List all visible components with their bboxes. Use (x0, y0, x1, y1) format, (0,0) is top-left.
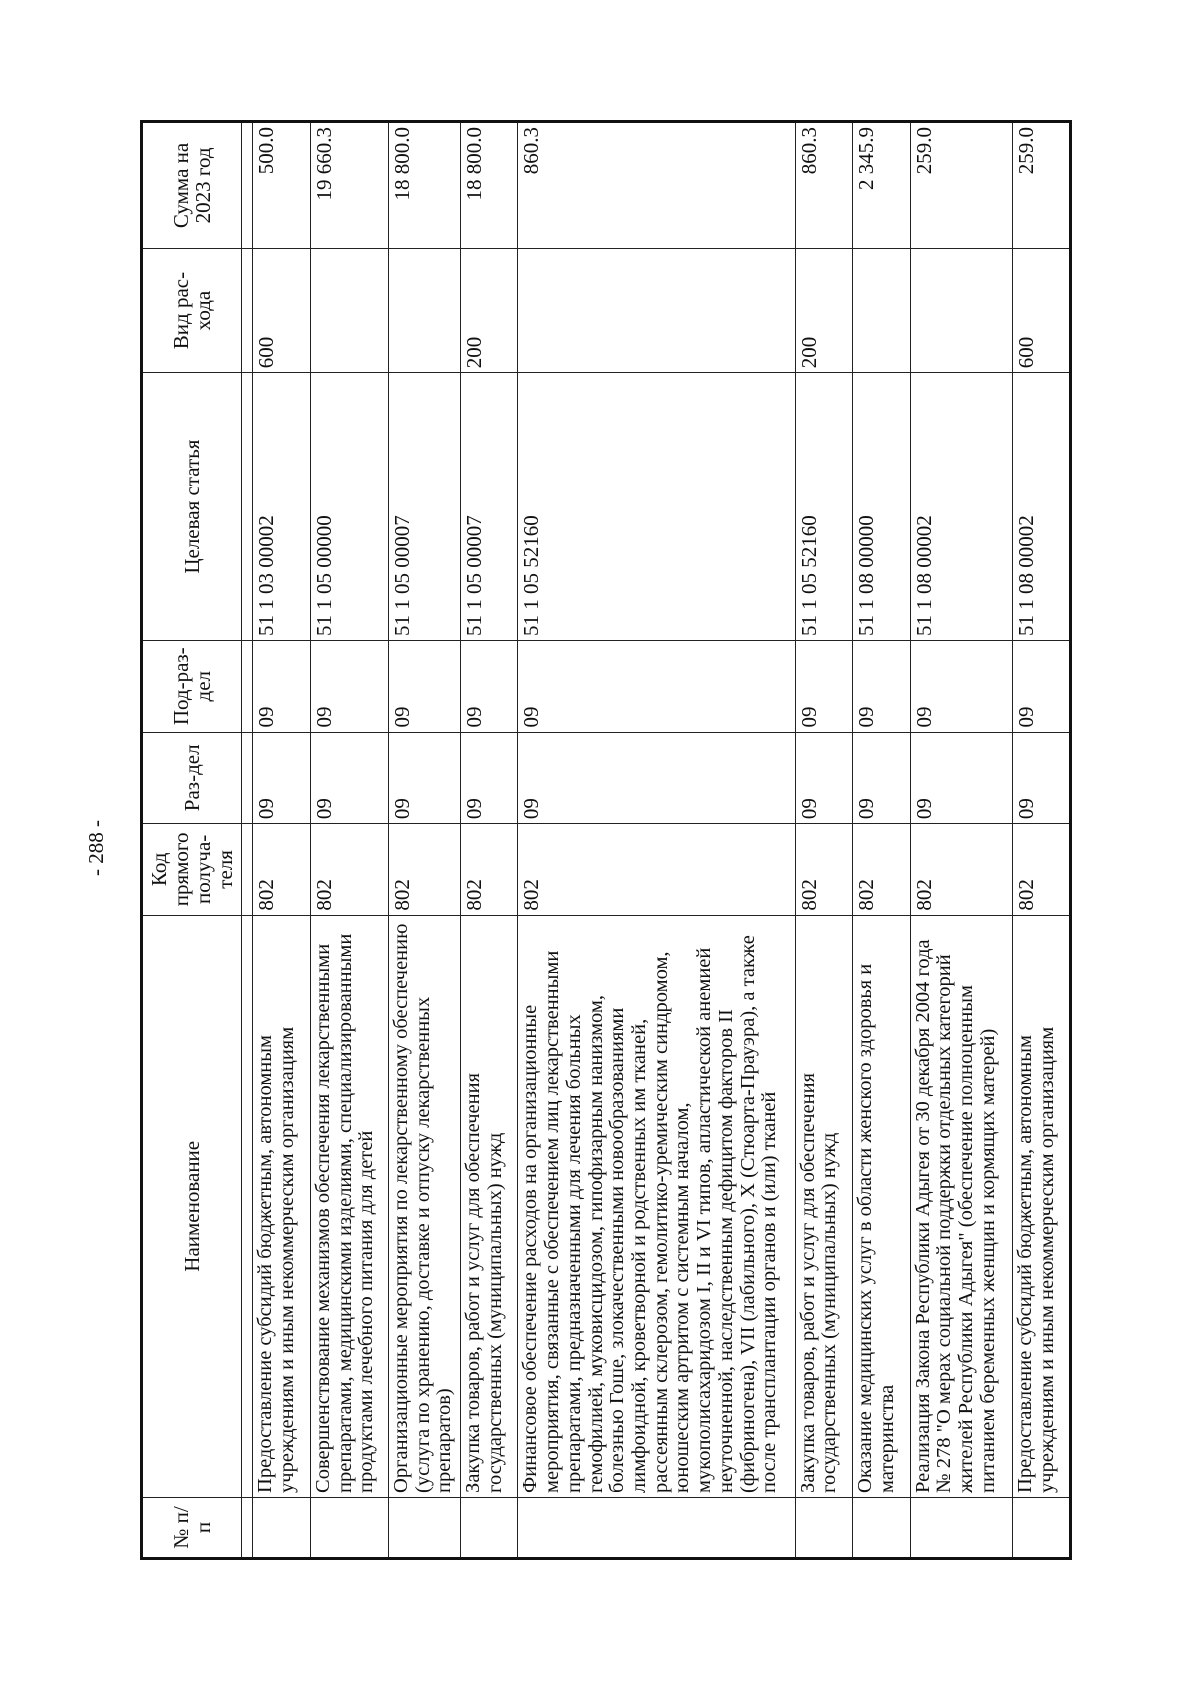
header-subsection: Под-раз-дел (142, 640, 242, 732)
cell-expense (910, 248, 1013, 372)
cell-target: 51 1 08 00002 (1013, 373, 1071, 641)
cell-target: 51 1 03 00002 (253, 373, 311, 641)
cell-expense: 600 (1013, 248, 1071, 372)
cell-name: Предоставление субсидий бюджетным, автономным учреждениям и иным некоммерческим организациям (1013, 915, 1071, 1497)
header-recipient: Код прямого получа-теля (142, 824, 242, 916)
cell-subsection: 09 (518, 640, 795, 732)
cell-expense: 200 (795, 248, 853, 372)
cell-num (388, 1497, 460, 1558)
cell-target: 51 1 05 00007 (460, 373, 518, 641)
cell-section: 09 (310, 732, 388, 824)
cell-recipient: 802 (253, 824, 311, 916)
table-row (853, 122, 911, 1559)
budget-table-container (140, 120, 1072, 1560)
cell-amount: 2 345.9 (853, 122, 911, 249)
cell-amount: 18 800.0 (388, 122, 460, 249)
cell-target: 51 1 05 00007 (388, 373, 460, 641)
cell-num (253, 1497, 311, 1558)
cell-amount: 259.0 (1013, 122, 1071, 249)
cell-section: 09 (253, 732, 311, 824)
cell-section: 09 (1013, 732, 1071, 824)
cell-name: Оказание медицинских услуг в области женского здоровья и материнства (853, 915, 911, 1497)
cell-recipient: 802 (518, 824, 795, 916)
cell-section: 09 (388, 732, 460, 824)
cell-target: 51 1 08 00000 (853, 373, 911, 641)
cell-recipient: 802 (910, 824, 1013, 916)
cell-section: 09 (518, 732, 795, 824)
cell-num (1013, 1497, 1071, 1558)
table-row (910, 122, 1013, 1559)
header-separator-row (242, 122, 253, 1559)
cell-recipient: 802 (310, 824, 388, 916)
table-row (388, 122, 460, 1559)
cell-subsection: 09 (310, 640, 388, 732)
table-row (310, 122, 388, 1559)
cell-num (518, 1497, 795, 1558)
cell-num (460, 1497, 518, 1558)
cell-num (853, 1497, 911, 1558)
cell-name: Закупка товаров, работ и услуг для обеспечения государственных (муниципальных) нужд (460, 915, 518, 1497)
cell-subsection: 09 (853, 640, 911, 732)
cell-num (795, 1497, 853, 1558)
cell-target: 51 1 05 52160 (795, 373, 853, 641)
cell-name: Закупка товаров, работ и услуг для обеспечения государственных (муниципальных) нужд (795, 915, 853, 1497)
cell-name: Предоставление субсидий бюджетным, автономным учреждениям и иным некоммерческим организациям (253, 915, 311, 1497)
table-row (460, 122, 518, 1559)
cell-expense: 200 (460, 248, 518, 372)
cell-section: 09 (853, 732, 911, 824)
cell-expense (310, 248, 388, 372)
cell-recipient: 802 (795, 824, 853, 916)
cell-section: 09 (910, 732, 1013, 824)
table-row (253, 122, 311, 1559)
cell-expense: 600 (253, 248, 311, 372)
cell-section: 09 (795, 732, 853, 824)
cell-subsection: 09 (388, 640, 460, 732)
cell-subsection: 09 (1013, 640, 1071, 732)
cell-amount: 259.0 (910, 122, 1013, 249)
cell-amount: 18 800.0 (460, 122, 518, 249)
header-section: Раз-дел (142, 732, 242, 824)
page-number: - 288 - (84, 820, 108, 876)
cell-num (310, 1497, 388, 1558)
header-target: Целевая статья (142, 373, 242, 641)
cell-expense (518, 248, 795, 372)
cell-name: Организационные мероприятия по лекарственному обеспечению (услуга по хранению, доставке и отпуску лекарственных препаратов) (388, 915, 460, 1497)
cell-recipient: 802 (460, 824, 518, 916)
cell-name: Совершенствование механизмов обеспечения лекарственными препаратами, медицинскими изделиями, специализированными продуктами лечебного питания для детей (310, 915, 388, 1497)
cell-target: 51 1 05 00000 (310, 373, 388, 641)
cell-target: 51 1 08 00002 (910, 373, 1013, 641)
cell-amount: 500.0 (253, 122, 311, 249)
cell-amount: 860.3 (795, 122, 853, 249)
cell-section: 09 (460, 732, 518, 824)
cell-expense (853, 248, 911, 372)
cell-num (910, 1497, 1013, 1558)
table-header-row (142, 122, 242, 1559)
table-row (518, 122, 795, 1559)
cell-target: 51 1 05 52160 (518, 373, 795, 641)
cell-subsection: 09 (253, 640, 311, 732)
header-num: № п/п (142, 1497, 242, 1558)
header-expense: Вид рас-хода (142, 248, 242, 372)
cell-recipient: 802 (853, 824, 911, 916)
cell-expense (388, 248, 460, 372)
cell-subsection: 09 (795, 640, 853, 732)
cell-amount: 19 660.3 (310, 122, 388, 249)
cell-name: Реализация Закона Республики Адыгея от 30 декабря 2004 года № 278 "О мерах социальной поддержки отдельных категорий жителей Республики Адыгея" (обеспечение полноценным питанием беременных женщин и кормящих матерей) (910, 915, 1013, 1497)
cell-subsection: 09 (910, 640, 1013, 732)
budget-table (140, 120, 1072, 1560)
cell-recipient: 802 (1013, 824, 1071, 916)
cell-recipient: 802 (388, 824, 460, 916)
table-row (795, 122, 853, 1559)
cell-amount: 860.3 (518, 122, 795, 249)
cell-name: Финансовое обеспечение расходов на организационные мероприятия, связанные с обеспечением лиц лекарственными препаратами, предназначенными для лечения больных гемофилией, муковисцидозом, гипофизарным нанизмом, болезнью Гоше, злокачественными новообразованиями лимфоидной, кроветворной и родственных им тканей, рассеянным склерозом, гемолитико-уремическим синдромом, юношеским артритом с системным началом, мукополисахаридозом I, II и VI типов, апластической анемией неуточненной, наследственным дефицитом факторов II (фибриногена), VII (лабильного), X (Стюарта-Прауэра), а также после трансплантации органов и (или) тканей (518, 915, 795, 1497)
header-amount: Сумма на 2023 год (142, 122, 242, 249)
table-row (1013, 122, 1071, 1559)
header-name: Наименование (142, 915, 242, 1497)
cell-subsection: 09 (460, 640, 518, 732)
